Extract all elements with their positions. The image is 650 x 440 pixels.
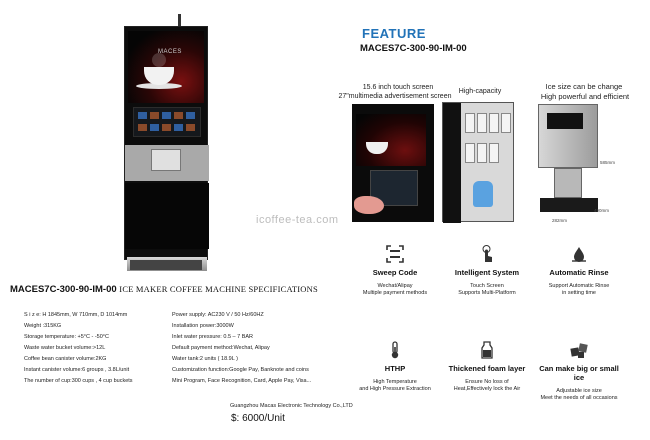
spec-left-2: Weight :315KG: [24, 323, 62, 329]
menu-tile: [186, 112, 195, 119]
touch-screen-photo: [352, 104, 434, 222]
caption-screen-2: 27"multimedia advertisement screen: [338, 93, 452, 100]
spec-right-6: Customization function:Google Pay, Banknote and coins: [172, 367, 309, 373]
menu-tile: [162, 124, 171, 131]
dimension-height: 585mm: [600, 160, 616, 165]
feature-sweep-code: [352, 244, 438, 297]
spec-right-7: Mini Program, Face Recognition, Card, Apple Pay, Visa...: [172, 378, 312, 384]
dimension-width: 282mm: [552, 218, 568, 223]
touch-panel: [133, 107, 201, 137]
feature-hthp: [352, 340, 438, 393]
spec-left-5: Coffee bean canister volume:2KG: [24, 356, 107, 362]
spec-right-4: Default payment method:Wechat, Alipay: [172, 345, 270, 351]
menu-tile: [162, 112, 171, 119]
ice-cubes-icon: [569, 340, 589, 360]
canister: [477, 143, 487, 163]
sweep-code-icon: [385, 244, 405, 264]
spec-left-6: Instant canister volume:6 groups , 3.8L/unit: [24, 367, 130, 373]
open-machine-photo: [442, 102, 514, 222]
canister: [489, 143, 499, 163]
ice-maker-base: [540, 198, 598, 212]
feature-title-text: Thickened foam layer: [448, 364, 526, 373]
foam-bottle-icon: [477, 340, 497, 360]
caption-ice-1: Ice size can be change: [545, 82, 623, 91]
dispenser-bay: [125, 145, 209, 181]
touch-hand-icon: [477, 244, 497, 264]
brand-logo: MACES: [158, 49, 182, 55]
spec-left-7: The number of cup:300 cups , 4 cup buckets: [24, 378, 133, 384]
caption-ice-2: High powerful and efficient: [540, 92, 630, 101]
spec-left-4: Waste water bucket volume:>12L: [24, 345, 106, 351]
spec-title: ICE MAKER COFFEE MACHINE SPECIFICATIONS: [119, 284, 318, 294]
feature-desc: Wechat/Alipay Multiple payment methods: [362, 283, 428, 296]
menu-tile: [138, 124, 147, 131]
ad-screen: [356, 114, 426, 166]
spec-right-5: Water tank:2 units ( 18.9L ): [172, 356, 238, 362]
feature-title-text: Automatic Rinse: [549, 268, 609, 277]
feature-title-text: Sweep Code: [372, 268, 418, 277]
ice-maker-top: [538, 104, 598, 168]
canister: [489, 113, 499, 133]
feature-title-text: Can make big or small ice: [539, 364, 619, 382]
canister: [477, 113, 487, 133]
thermometer-icon: [385, 340, 405, 360]
lower-cabinet: [125, 183, 209, 249]
open-door: [443, 103, 461, 223]
menu-tile: [174, 112, 183, 119]
canister: [465, 143, 475, 163]
spec-left-3: Storage temperature: +5°C - -50°C: [24, 334, 109, 340]
feature-ice-size: [536, 340, 622, 402]
ice-maker-photo: [538, 104, 616, 223]
spec-right-3: Inlet water pressure: 0.5 – 7 BAR: [172, 334, 254, 340]
feature-title-text: Intelligent System: [454, 268, 520, 277]
hand-icon: [354, 196, 384, 214]
menu-tile: [186, 124, 195, 131]
spec-right-1: Power supply: AC230 V / 50 Hz/60HZ: [172, 312, 264, 318]
feature-desc: Adjustable ice size Meet the needs of all occasions: [540, 388, 618, 401]
canister: [465, 113, 475, 133]
feature-title: FEATURE: [362, 26, 426, 41]
feature-foam-layer: [444, 340, 530, 393]
machine-body: [124, 26, 208, 260]
menu-tile: [150, 124, 159, 131]
spec-model: MACES7C-300-90-IM-00: [10, 284, 117, 295]
water-bottle: [473, 181, 493, 207]
control-panel: [547, 113, 583, 129]
caption-capacity: High-capacity: [458, 88, 502, 95]
spec-right-2: Installation power:3000W: [172, 323, 234, 329]
feature-desc: Ensure No loss of Heat,Effectively lock the Air: [453, 379, 521, 392]
feature-intelligent-system: [444, 244, 530, 297]
coffee-machine-image: [124, 14, 208, 272]
feature-automatic-rinse: [536, 244, 622, 297]
watermark: icoffee-tea.com: [256, 214, 339, 226]
advertisement-screen: [128, 31, 204, 103]
caption-screen-1: 15.6 inch touch screen: [362, 84, 434, 91]
canister: [501, 113, 511, 133]
rinse-drop-icon: [569, 244, 589, 264]
feature-desc: Touch Screen Supports Multi-Platform: [458, 283, 516, 296]
feature-desc: High Temperature and High Pressure Extraction: [359, 379, 431, 392]
menu-tile: [174, 124, 183, 131]
steam: [152, 53, 166, 67]
spout: [151, 149, 181, 171]
menu-tile: [138, 112, 147, 119]
spec-left-1: S i z e: H 1845mm, W 710mm, D 1014mm: [24, 312, 128, 318]
menu-tile: [150, 112, 159, 119]
company-name: Guangzhou Macas Electronic Technology Co.,LTD: [230, 403, 353, 409]
spec-heading: [10, 284, 318, 295]
ice-dispenser: [554, 168, 582, 198]
feature-model: MACES7C-300-90-IM-00: [360, 43, 467, 54]
base: [130, 260, 202, 270]
feature-desc: Support Automatic Rinse in setting time: [548, 283, 610, 296]
price: $: 6000/Unit: [231, 413, 285, 424]
dimension-depth: 490mm: [594, 208, 610, 213]
feature-title-text: HTHP: [384, 364, 406, 373]
